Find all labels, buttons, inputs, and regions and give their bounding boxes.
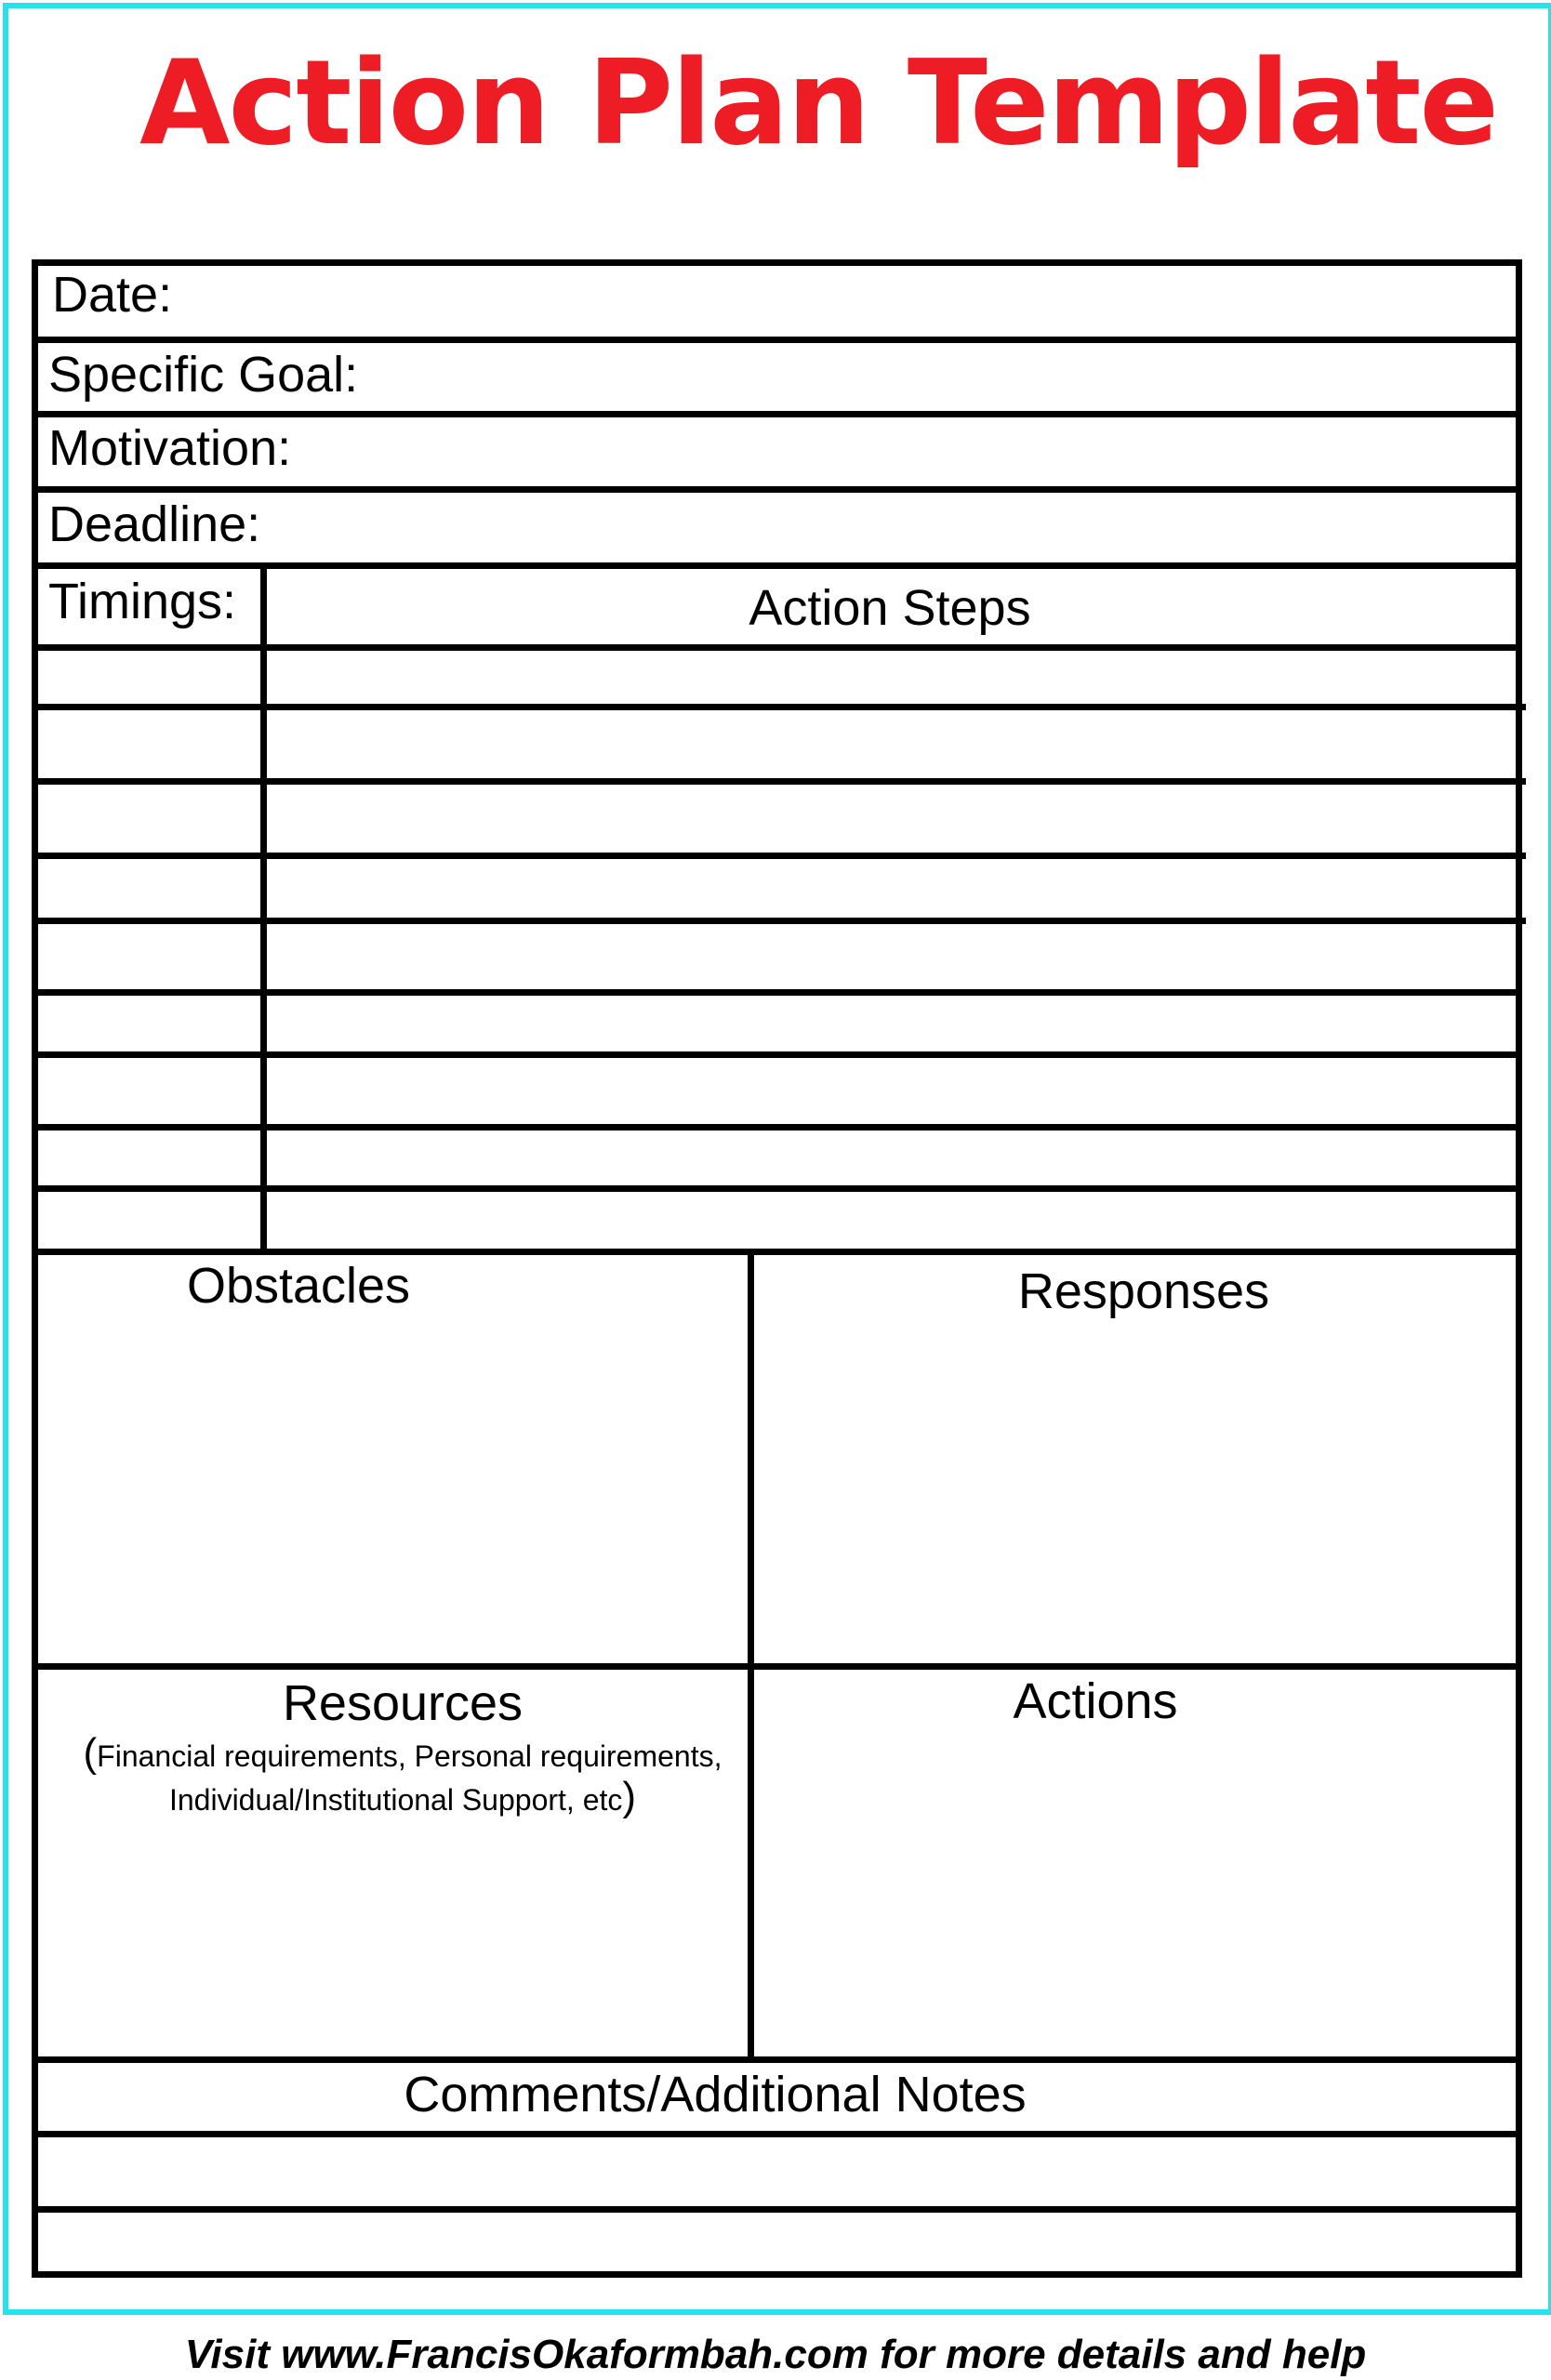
action-step-cell[interactable] xyxy=(267,859,1516,918)
action-step-cell[interactable] xyxy=(267,1130,1516,1185)
steps-row-line xyxy=(38,1185,1522,1192)
date-field[interactable] xyxy=(38,266,1516,339)
resources-note-line2: Individual/Institutional Support, etc xyxy=(168,1783,623,1817)
quadrant-column-divider xyxy=(748,1249,754,2056)
steps-row-line xyxy=(38,989,1522,996)
timing-cell[interactable] xyxy=(38,859,260,918)
comments-line-2[interactable] xyxy=(38,2213,1516,2271)
steps-row-line xyxy=(38,778,1526,785)
action-step-cell[interactable] xyxy=(267,1192,1516,1249)
quadrant-row-divider xyxy=(32,1663,1522,1670)
form-border-bottom xyxy=(32,2271,1522,2278)
timing-cell[interactable] xyxy=(38,1058,260,1124)
timing-cell[interactable] xyxy=(38,710,260,778)
steps-row-line xyxy=(38,853,1526,859)
timings-column-divider xyxy=(260,562,267,1251)
row-divider xyxy=(32,337,1522,343)
resources-heading: Resources xyxy=(282,1675,524,1731)
timing-cell[interactable] xyxy=(38,924,260,989)
page-title: Action Plan Template xyxy=(139,34,1497,171)
row-divider xyxy=(32,411,1522,417)
resources-note-line1: Financial requirements, Personal requirements, xyxy=(97,1739,722,1773)
timing-cell[interactable] xyxy=(38,1130,260,1185)
actions-heading: Actions xyxy=(1013,1673,1178,1729)
motivation-label: Motivation: xyxy=(48,420,292,476)
timing-cell[interactable] xyxy=(38,1192,260,1249)
action-step-cell[interactable] xyxy=(267,651,1516,704)
timings-header: Timings: xyxy=(48,574,237,629)
specific-goal-label: Specific Goal: xyxy=(48,347,359,403)
timing-cell[interactable] xyxy=(38,996,260,1051)
action-step-cell[interactable] xyxy=(267,996,1516,1051)
row-divider xyxy=(32,562,1522,569)
steps-row-line xyxy=(38,1124,1522,1130)
action-step-cell[interactable] xyxy=(267,710,1516,778)
action-step-cell[interactable] xyxy=(267,785,1516,853)
footer-text: Visit www.FrancisOkaformbah.com for more details and help xyxy=(184,2332,1367,2377)
row-divider xyxy=(32,486,1522,493)
obstacles-area[interactable] xyxy=(38,1255,748,1663)
steps-section-bottom xyxy=(32,1249,1522,1255)
steps-row-line xyxy=(32,644,1522,651)
deadline-label: Deadline: xyxy=(48,496,261,552)
comments-heading: Comments/Additional Notes xyxy=(404,2067,1027,2122)
form-border-top xyxy=(32,259,1522,266)
timing-cell[interactable] xyxy=(38,785,260,853)
comments-row-line xyxy=(32,2206,1522,2213)
timing-cell[interactable] xyxy=(38,651,260,704)
obstacles-heading: Obstacles xyxy=(186,1258,411,1314)
action-step-cell[interactable] xyxy=(267,924,1516,989)
date-label: Date: xyxy=(52,267,173,323)
steps-row-line xyxy=(38,1051,1522,1058)
responses-heading: Responses xyxy=(1017,1263,1270,1319)
quadrant-section-bottom xyxy=(32,2056,1522,2063)
comments-line-1[interactable] xyxy=(38,2137,1516,2206)
action-step-cell[interactable] xyxy=(267,1058,1516,1124)
comments-row-line xyxy=(32,2131,1522,2137)
steps-row-line xyxy=(38,918,1526,924)
steps-row-line xyxy=(38,704,1526,710)
action-steps-header: Action Steps xyxy=(749,580,1031,636)
resources-note: (Financial requirements, Personal requirements, Individual/Institutional Support, etc) xyxy=(83,1730,722,1819)
